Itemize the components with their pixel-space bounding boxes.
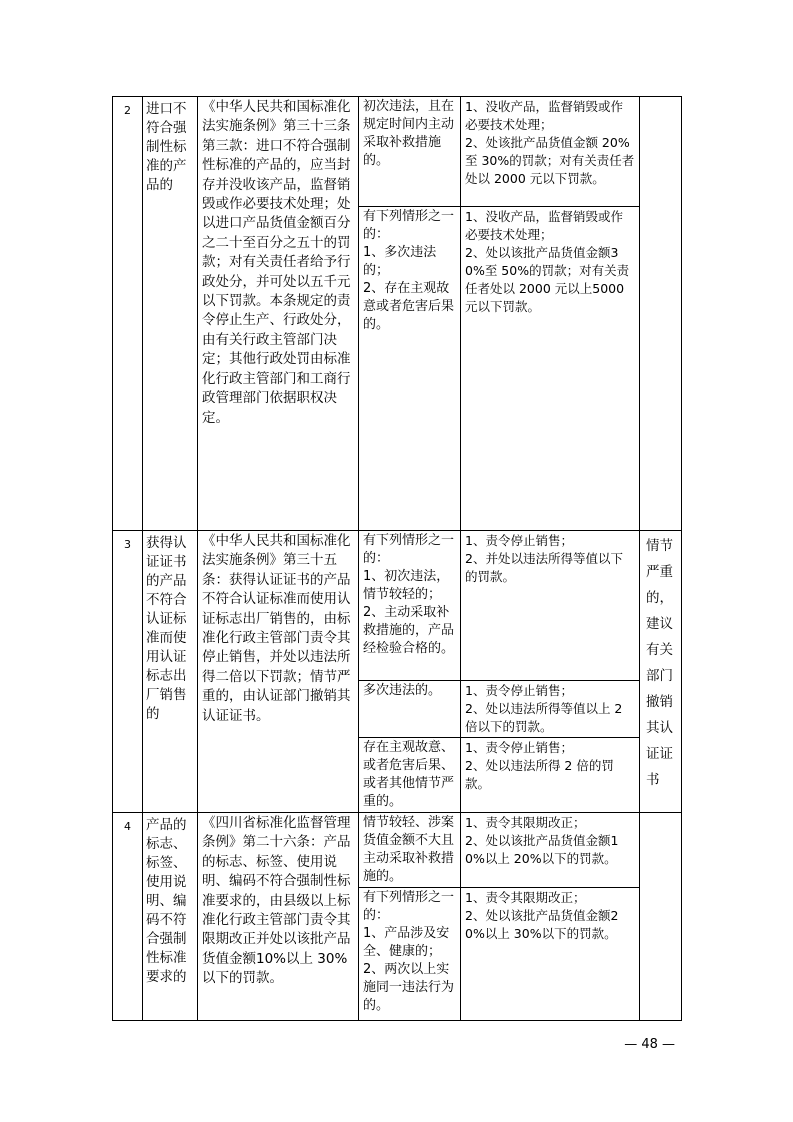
violation-name: 获得认证证书的产品不符合认证标准而使用认证标志出厂销售的 xyxy=(143,531,198,813)
circumstance-line: 1、初次违法，情节较轻的； xyxy=(363,569,450,602)
penalty-line: 2、处该批产品货值金额 20%至 30%的罚款；对有关责任者处以 2000 元以下罚款。 xyxy=(465,135,635,186)
remarks xyxy=(640,97,682,531)
penalty-line: 1、没收产品，监督销毁或作必要技术处理； xyxy=(465,99,623,132)
penalty xyxy=(461,681,640,738)
penalty-line: 2、并处以违法所得等值以下的罚款。 xyxy=(465,551,623,584)
penalty xyxy=(461,97,640,207)
penalty-line: 1、没收产品，监督销毁或作必要技术处理； xyxy=(465,209,623,242)
penalty-line: 2、处以该批产品货值金额30%至 50%的罚款；对有关责任者处以 2000 元以上5000 元以下罚款。 xyxy=(465,245,630,314)
penalty-line: 1、责令其限期改正； xyxy=(465,815,586,830)
circumstance xyxy=(359,207,461,531)
circumstance-line: 有下列情形之一的： xyxy=(363,209,455,242)
penalty-line: 2、处以违法所得 2 倍的罚款。 xyxy=(465,758,614,791)
table-row xyxy=(113,531,682,681)
circumstance-line: 有下列情形之一的： xyxy=(363,890,455,923)
circumstance-line: 1、多次违法的； xyxy=(363,245,437,278)
penalty-table xyxy=(112,96,682,1021)
circumstance xyxy=(359,531,461,681)
remarks xyxy=(640,813,682,1021)
row-number: 4 xyxy=(113,813,143,1021)
penalty-line: 1、责令停止销售； xyxy=(465,683,573,698)
circumstance-line: 2、存在主观故意或者危害后果的。 xyxy=(363,281,455,332)
circumstance-line: 有下列情形之一的： xyxy=(363,533,455,566)
circumstance: 多次违法的。 xyxy=(359,681,461,738)
circumstance: 初次违法，且在规定时间内主动采取补救措施的。 xyxy=(359,97,461,207)
legal-basis: 《中华人民共和国标准化法实施条例》第三十三条第三款：进口不符合强制性标准的产品的，应当封存并没收该产品，监督销毁或作必要技术处理；处以进口产品货值金额百分之二十至百分之五十的罚款；对有关责任者给予行政处分，并可处以五千元以下罚款。本条规定的责令停止生产、行政处分，由有关行政主管部门决定；其他行政处罚由标准化行政主管部门和工商行政管理部门依据职权决定。 xyxy=(198,97,359,531)
violation-name: 产品的标志、标签、使用说明、编码不符合强制性标准要求的 xyxy=(143,813,198,1021)
remarks: 情节严重的，建议有关部门撤销其认证证书 xyxy=(640,531,682,813)
penalty xyxy=(461,888,640,1021)
legal-basis: 《四川省标准化监督管理条例》第二十六条：产品的标志、标签、使用说明、编码不符合强制性标准要求的，由县级以上标准化行政主管部门责令其限期改正并处以该批产品货值金额10%以上 30%以下的罚款。 xyxy=(198,813,359,1021)
table-row xyxy=(113,813,682,888)
penalty-line: 2、处以该批产品货值金额10%以上 20%以下的罚款。 xyxy=(465,833,619,866)
violation-name: 进口不符合强制性标准的产品的 xyxy=(143,97,198,531)
circumstance-line: 2、主动采取补救措施的，产品经检验合格的。 xyxy=(363,605,455,656)
penalty xyxy=(461,738,640,813)
page-number: — 48 — xyxy=(624,1037,675,1052)
penalty xyxy=(461,207,640,531)
penalty xyxy=(461,531,640,681)
penalty-line: 1、责令停止销售； xyxy=(465,533,573,548)
table-row xyxy=(113,97,682,207)
penalty-line: 1、责令停止销售； xyxy=(465,740,573,755)
row-number: 3 xyxy=(113,531,143,813)
circumstance-line: 2、两次以上实施同一违法行为的。 xyxy=(363,962,455,1013)
row-number: 2 xyxy=(113,97,143,531)
penalty-line: 1、责令其限期改正； xyxy=(465,890,586,905)
penalty xyxy=(461,813,640,888)
circumstance-line: 1、产品涉及安全、健康的； xyxy=(363,926,450,959)
circumstance: 情节较轻、涉案货值金额不大且主动采取补救措施的。 xyxy=(359,813,461,888)
legal-basis: 《中华人民共和国标准化法实施条例》第三十五条：获得认证证书的产品不符合认证标准而使用认证标志出厂销售的，由标准化行政主管部门责令其停止销售，并处以违法所得二倍以下罚款；情节严重的，由认证部门撤销其认证证书。 xyxy=(198,531,359,813)
circumstance: 存在主观故意、或者危害后果、或者其他情节严重的。 xyxy=(359,738,461,813)
circumstance xyxy=(359,888,461,1021)
penalty-line: 2、处以该批产品货值金额20%以上 30%以下的罚款。 xyxy=(465,908,619,941)
penalty-line: 2、处以违法所得等值以上 2 倍以下的罚款。 xyxy=(465,701,623,734)
